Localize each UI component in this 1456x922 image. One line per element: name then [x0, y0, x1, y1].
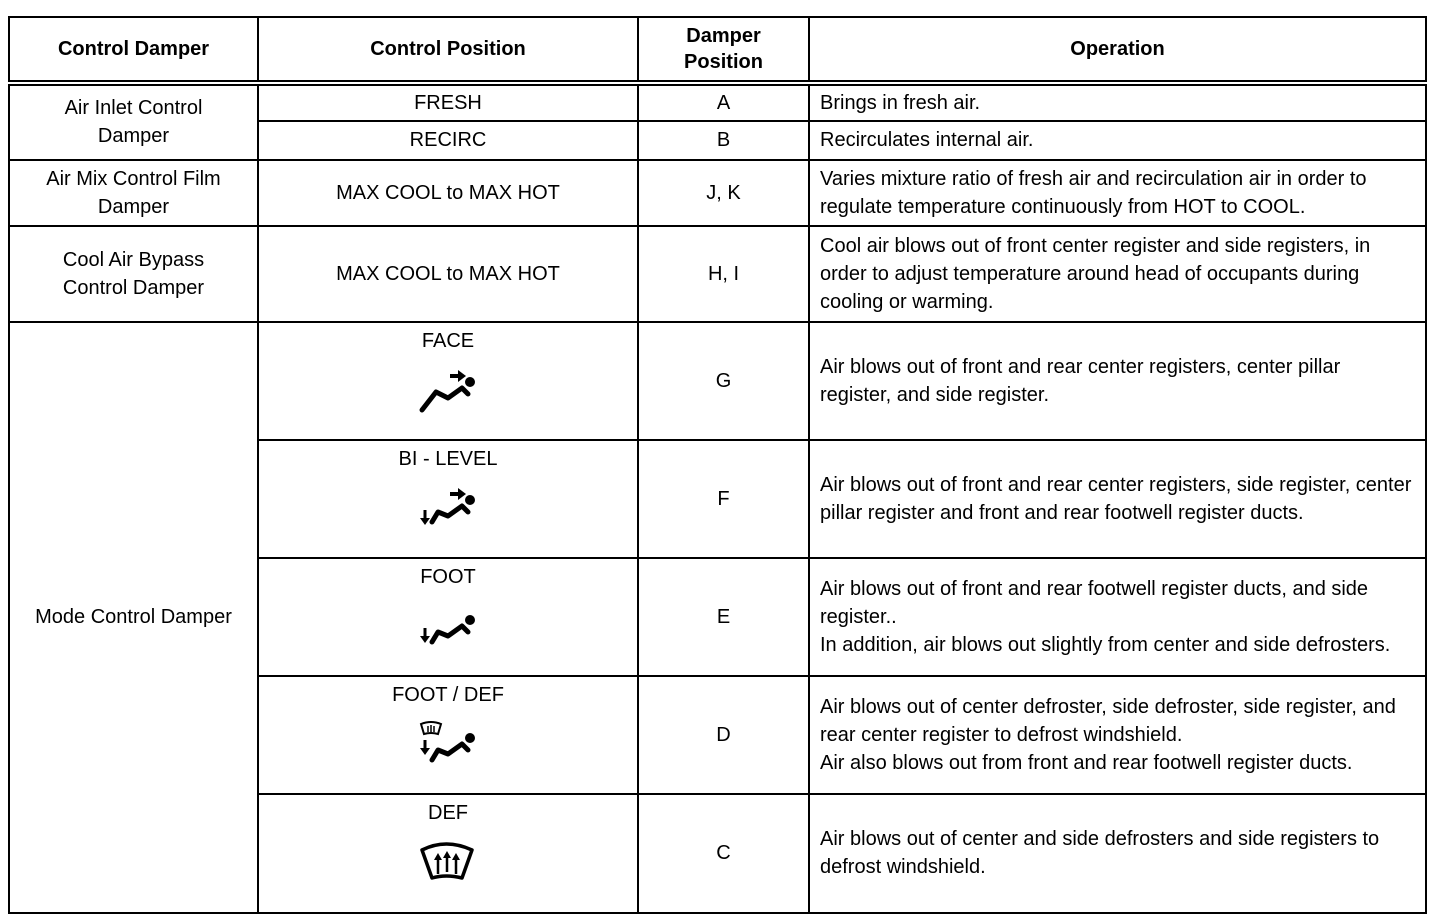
damper-position-cell: A: [638, 83, 809, 121]
header-control-position: Control Position: [258, 17, 638, 83]
operation-cell: Air blows out of front and rear center registers, center pillar register, and side register.: [809, 322, 1426, 440]
control-position-cell: FRESH: [258, 83, 638, 121]
control-damper-cell: Air Mix Control Film Damper: [9, 160, 258, 227]
operation-cell: Air blows out of center defroster, side defroster, side register, and rear center register to defrost windshield. Air also blows out from front and rear footwell register ducts.: [809, 676, 1426, 794]
table-row: [9, 83, 1426, 121]
damper-position-cell: G: [638, 322, 809, 440]
table-row: [9, 322, 1426, 440]
operation-cell: Recirculates internal air.: [809, 121, 1426, 159]
control-position-cell: [258, 676, 638, 794]
operation-cell: Air blows out of front and rear footwell register ducts, and side register.. In addition, air blows out slightly from center and side defrosters.: [809, 558, 1426, 676]
control-position-cell: RECIRC: [258, 121, 638, 159]
header-row: [9, 17, 1426, 83]
control-position-cell: MAX COOL to MAX HOT: [258, 226, 638, 322]
operation-cell: Cool air blows out of front center register and side registers, in order to adjust temperature around head of occupants during cooling or warming.: [809, 226, 1426, 322]
damper-position-cell: H, I: [638, 226, 809, 322]
damper-operation-table: [8, 16, 1427, 914]
table-row: [9, 226, 1426, 322]
operation-cell: Varies mixture ratio of fresh air and recirculation air in order to regulate temperature continuously from HOT to COOL.: [809, 160, 1426, 227]
mode-label: FOOT / DEF: [392, 683, 504, 706]
operation-cell: Air blows out of front and rear center registers, side register, center pillar register and front and rear footwell register ducts.: [809, 440, 1426, 558]
damper-position-cell: F: [638, 440, 809, 558]
damper-position-cell: C: [638, 794, 809, 913]
control-position-cell: [258, 322, 638, 440]
control-damper-cell: Air Inlet Control Damper: [9, 83, 258, 160]
control-damper-cell: Cool Air Bypass Control Damper: [9, 226, 258, 322]
control-position-cell: [258, 794, 638, 913]
mode-label: FACE: [421, 329, 475, 352]
table-row: [9, 160, 1426, 227]
damper-position-cell: D: [638, 676, 809, 794]
header-control-damper: Control Damper: [9, 17, 258, 83]
damper-position-cell: B: [638, 121, 809, 159]
foot-def-mode-icon: [418, 718, 478, 768]
header-operation: Operation: [809, 17, 1426, 83]
mode-label: BI - LEVEL: [398, 447, 498, 470]
damper-position-cell: J, K: [638, 160, 809, 227]
operation-cell: Brings in fresh air.: [809, 83, 1426, 121]
damper-position-cell: E: [638, 558, 809, 676]
control-position-cell: MAX COOL to MAX HOT: [258, 160, 638, 227]
control-position-cell: [258, 558, 638, 676]
defrost-mode-icon: [418, 836, 478, 886]
control-damper-cell: Mode Control Damper: [9, 322, 258, 913]
mode-label: FOOT: [420, 565, 476, 588]
foot-mode-icon: [418, 600, 478, 650]
face-mode-icon: [418, 364, 478, 414]
bi-level-mode-icon: [418, 482, 478, 532]
mode-label: DEF: [428, 801, 468, 824]
operation-cell: Air blows out of center and side defrosters and side registers to defrost windshield.: [809, 794, 1426, 913]
header-damper-position: Damper Position: [638, 17, 809, 83]
control-position-cell: [258, 440, 638, 558]
